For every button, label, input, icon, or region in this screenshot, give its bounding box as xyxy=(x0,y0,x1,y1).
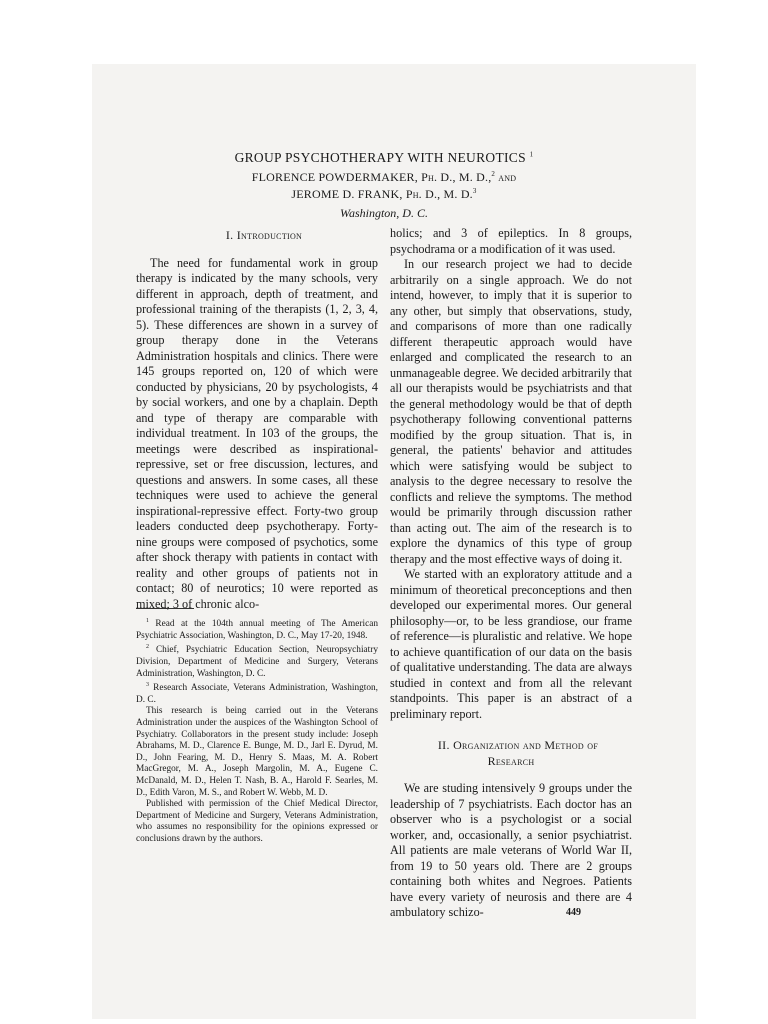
author-conjunction: and xyxy=(495,170,517,184)
organization-paragraph: We are studing intensively 9 groups under the leadership of 7 psychiatrists. Each doctor has an observer who is a psychologist or a social worker, and, occasionally, a senior psychiatrist. All patients are male veterans of World War II, from 19 to 50 years old. There are 2 groups containing both whites and Negroes. Patients have every variety of neurosis and there are 4 ambulatory schizo- xyxy=(390,781,632,919)
section-heading-line: Research xyxy=(487,753,535,768)
research-approach-paragraph: In our research project we had to decide arbitrarily on a single approach. We do not intend, however, to imply that it is superior to any other, but simply that observations, study, and comparisons of more than one radically different therapeutic approach would have enlarged and complicated the research to an unmanageable degree. We decided arbitrarily that all our therapists would be psychiatrists and that the general methodology would be that of depth psychotherapy following conventional patterns modified by the group situation. That is, in general, the patients' behavior and attitudes which were satisfying would be subject to analysis to the degree necessary to resolve the conflicts and relieve the symptoms. The method would be primarily through discussion rather than acting out. The aim of the research is to explore the dynamics of this type of group therapy and the most effective ways of doing it. xyxy=(390,257,632,566)
intro-paragraph-continued: holics; and 3 of epileptics. In 8 groups, psychodrama or a modification of it was used. xyxy=(390,226,632,256)
philosophy-paragraph: We started with an exploratory attitude and a minimum of theoretical preconceptions and then developed our experimental mores. Our general philosophy—or, to be less grandiose, our frame of reference—is pluralistic and relative. We hope to achieve quantification of our data on the basis of qualitative understanding. The data are always studied in context and from all the relevant standpoints. This paper is an abstract of a preliminary report. xyxy=(390,567,632,721)
author-footnote-mark: 3 xyxy=(472,187,477,195)
title-text: GROUP PSYCHOTHERAPY WITH NEUROTICS xyxy=(234,150,526,165)
footnote-text: Research Associate, Veterans Administration, Washington, D. C. xyxy=(136,683,378,705)
author-degrees: Ph. D., M. D. xyxy=(405,187,473,201)
footnote-permission: Published with permission of the Chief Medical Director, Department of Medicine and Surgery, Veterans Administration, who assumes no responsibility for the opinions expressed or conclusions drawn by the authors. xyxy=(136,799,378,844)
author-degrees: Ph. D., M. D., xyxy=(421,170,492,184)
author-name: JEROME D. FRANK, xyxy=(291,187,406,201)
footnote-separator xyxy=(136,608,194,609)
author-footnote-mark: 2 xyxy=(491,170,496,178)
footnote-3 xyxy=(136,680,378,706)
footnote-mark: 2 xyxy=(146,644,149,651)
footnote-text: Read at the 104th annual meeting of The American Psychiatric Association, Washington, D. C., May 17-20, 1948. xyxy=(136,619,378,641)
left-column xyxy=(136,228,378,612)
article-title xyxy=(0,150,768,166)
author-name: FLORENCE POWDERMAKER, xyxy=(251,170,422,184)
footnote-collaborators: This research is being carried out in the Veterans Administration under the auspices of the Washington School of Psychiatry. Collaborators in the present study include: Joseph Abrahams, M. D., Clarence E. Bunge, M. D., Jarl E. Dyrud, M. D., John Fearing, M. D., Henry S. Maas, M. A. Robert MacGregor, M. A., Joseph Margolin, M. A., Eugene C. McDanald, M. D., Helen T. Nash, B. A., Harold F. Searles, M. D., Edith Varon, M. S., and Robert W. Webb, M. D. xyxy=(136,706,378,798)
page-number: 449 xyxy=(566,907,581,918)
footnote-mark: 1 xyxy=(146,618,149,624)
section-heading-introduction: I. Introduction xyxy=(225,228,303,242)
footnotes xyxy=(136,616,378,846)
footnote-mark: 3 xyxy=(146,682,149,689)
footnote-text: Chief, Psychiatric Education Section, Neuropsychiatry Division, Department of Medicine and Surgery, Veterans Administration, Washington, D. C. xyxy=(136,645,378,679)
section-heading-organization xyxy=(390,738,632,769)
title-footnote-mark: 1 xyxy=(529,150,534,159)
footnote-2 xyxy=(136,642,378,680)
right-column xyxy=(390,226,632,921)
author-line-2 xyxy=(0,187,768,202)
author-location: Washington, D. C. xyxy=(340,206,428,220)
intro-paragraph: The need for fundamental work in group therapy is indicated by the many schools, very different in approach, depth of treatment, and professional training of the therapists (1, 2, 3, 4, 5). These differences are shown in a survey of group therapy done in the Veterans Administration hospitals and clinics. There were 145 groups reported on, 120 of which were conducted by physicians, 20 by psychologists, 4 by social workers, and one by a chaplain. Depth and type of therapy are comparable with individual treatment. In 103 of the groups, the meetings were described as inspirational-repressive, set or free discussion, lectures, and questions and answers. In some cases, all these techniques were used to achieve the general inspirational-repressive effect. Forty-two group leaders conducted deep psychotherapy. Forty-nine groups were composed of psychotics, some after shock therapy with patients in contact with reality and other groups of patients not in contact; 80 of neurotics; 10 were reported as mixed; 3 of chronic alco- xyxy=(136,255,378,611)
footnote-1 xyxy=(136,616,378,642)
section-heading-line: II. Organization and Method of xyxy=(437,738,599,752)
author-line-1 xyxy=(0,170,768,185)
